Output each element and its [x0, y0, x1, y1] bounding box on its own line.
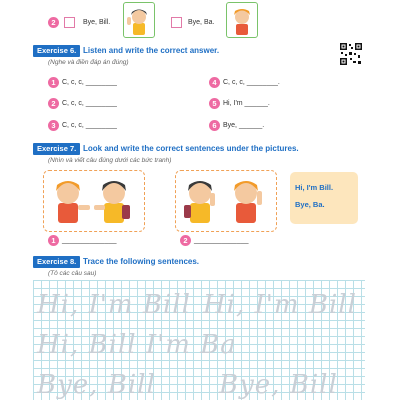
- item-number: 3: [48, 120, 59, 131]
- exercise-6-subtitle: (Nghe và điền đáp án đúng): [48, 59, 129, 66]
- answer-line[interactable]: ______________: [62, 237, 117, 244]
- trace-sentence[interactable]: Hi, I'm Bill: [203, 290, 357, 320]
- boy-smiling-icon: [227, 3, 257, 37]
- option-label-right: Bye, Ba.: [188, 19, 215, 26]
- exercise-6-title: Listen and write the correct answer.: [83, 46, 220, 55]
- trace-sentence[interactable]: Hi, I'm Bill: [37, 290, 191, 320]
- answer-checkbox-right[interactable]: [171, 17, 182, 28]
- trace-sentence[interactable]: Bye, Bill: [37, 370, 156, 400]
- exercise-7-title: Look and write the correct sentences under the pictures.: [83, 144, 299, 153]
- answer-line[interactable]: C, c, c, ________: [62, 79, 117, 86]
- answer-checkbox-left[interactable]: [64, 17, 75, 28]
- qr-code-icon[interactable]: [339, 42, 363, 66]
- sentence-option-2: Bye, Ba.: [295, 200, 325, 209]
- exercise-7-subtitle: (Nhìn và viết câu đúng dưới các bức tranh): [48, 157, 172, 164]
- two-boys-greeting-icon: [44, 171, 144, 231]
- item-number: 4: [209, 77, 220, 88]
- sentence-box: [290, 172, 358, 224]
- item-number: 1: [48, 77, 59, 88]
- trace-sentence[interactable]: Bye, Bill: [219, 370, 338, 400]
- item-number: 6: [209, 120, 220, 131]
- option-label-left: Bye, Bill.: [83, 19, 111, 26]
- answer-line[interactable]: C, c, c, ________: [62, 100, 117, 107]
- item-number: 2: [48, 98, 59, 109]
- two-boys-waving-icon: [176, 171, 276, 231]
- sentence-option-1: Hi, I'm Bill.: [295, 183, 334, 192]
- answer-line[interactable]: Hi, I'm ______.: [223, 100, 270, 107]
- exercise-6-tag: Exercise 6.: [33, 45, 80, 57]
- picture-frame-left: [123, 2, 155, 38]
- answer-line[interactable]: Bye, ______.: [223, 122, 265, 129]
- exercise-8-tag: Exercise 8.: [33, 256, 80, 268]
- exercise-8-subtitle: (Tô các câu sau): [48, 270, 97, 277]
- item-number: 2: [180, 235, 191, 246]
- picture-frame-2: [175, 170, 277, 232]
- boy-waving-icon: [124, 3, 154, 37]
- exercise-7-tag: Exercise 7.: [33, 143, 80, 155]
- picture-frame-right: [226, 2, 258, 38]
- answer-line[interactable]: C, c, c, ________: [62, 122, 117, 129]
- tracing-grid[interactable]: [33, 280, 365, 400]
- exercise-8-title: Trace the following sentences.: [83, 257, 200, 266]
- item-number: 2: [48, 17, 59, 28]
- item-number: 1: [48, 235, 59, 246]
- answer-line[interactable]: C, c, c, ________.: [223, 79, 280, 86]
- answer-line[interactable]: ______________: [194, 237, 249, 244]
- item-number: 5: [209, 98, 220, 109]
- trace-sentence[interactable]: Hi, Bill I'm Ba: [37, 330, 237, 360]
- picture-frame-1: [43, 170, 145, 232]
